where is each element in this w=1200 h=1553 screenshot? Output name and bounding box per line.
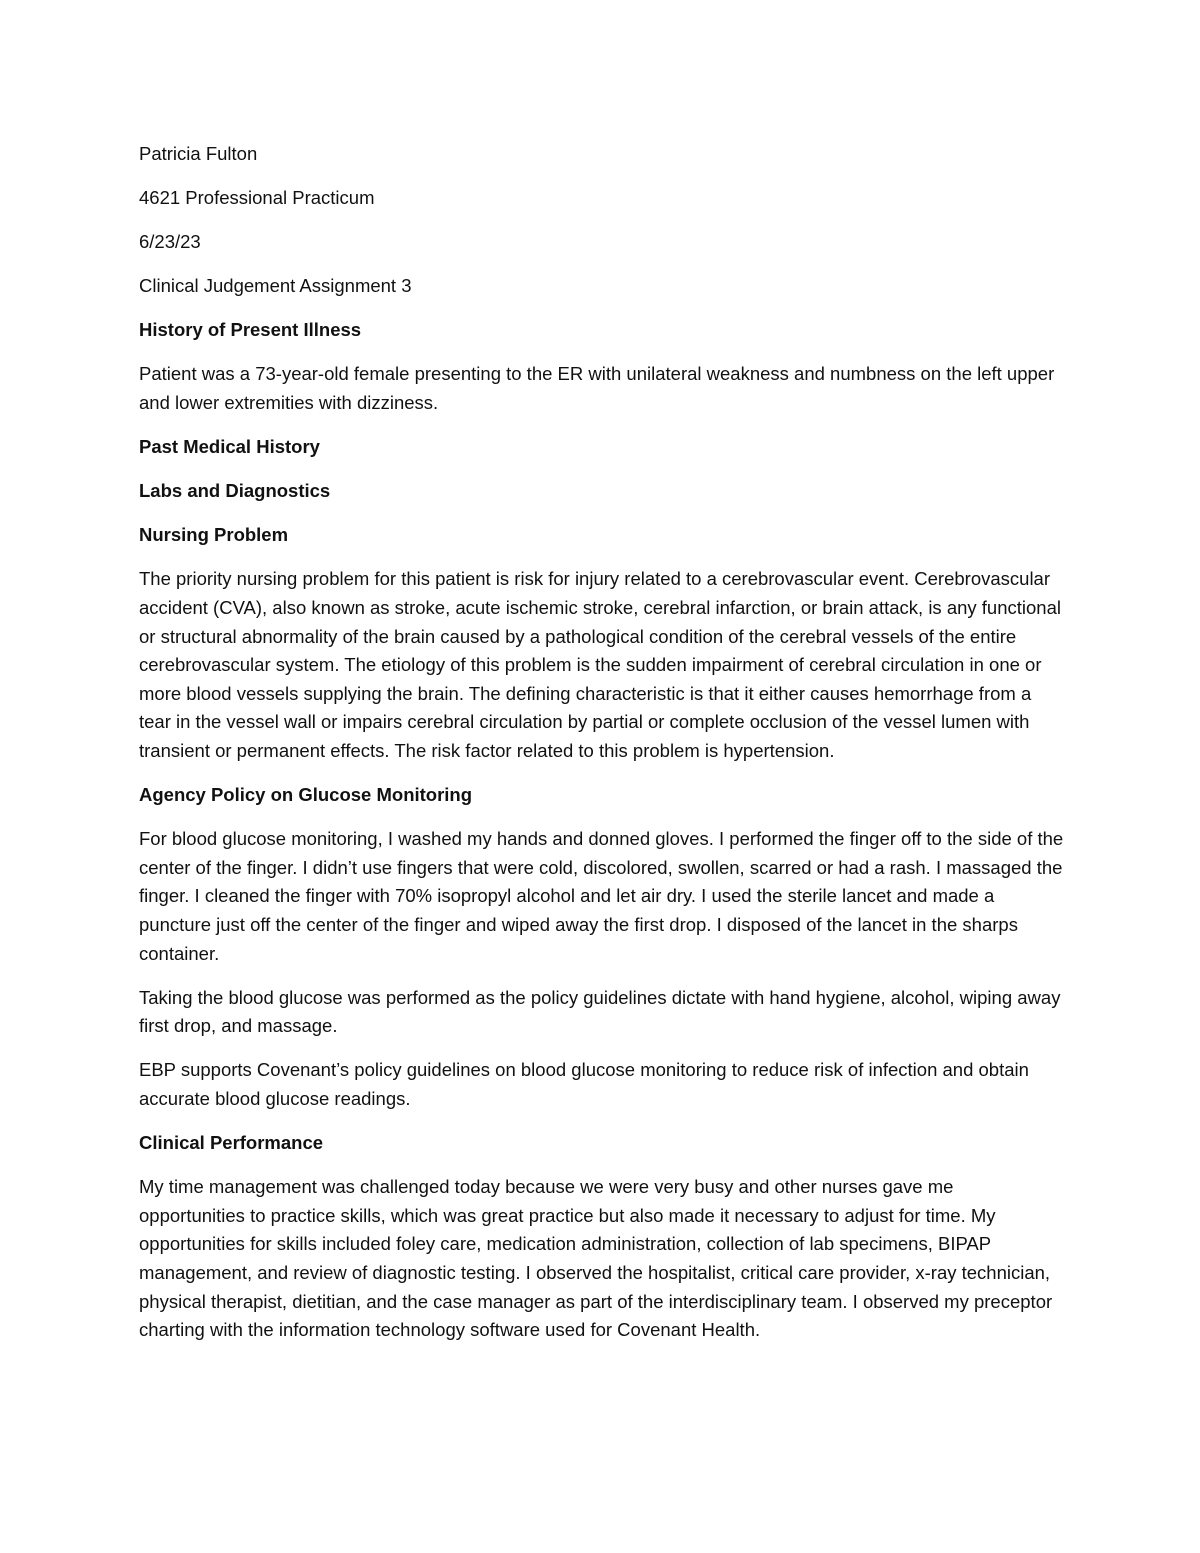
course-name: 4621 Professional Practicum (139, 187, 375, 209)
document-date: 6/23/23 (139, 231, 201, 253)
agency-policy-paragraph: For blood glucose monitoring, I washed my hands and donned gloves. I performed the finger off to the side of the center of the finger. I didn’t use fingers that were cold, discolored, swollen, scarred or had a rash. I massaged the finger. I cleaned the finger with 70% isopropyl alcohol and let air dry. I used the sterile lancet and made a puncture just off the center of the finger and wiped away the first drop. I disposed of the lancet in the sharps container. (139, 828, 1064, 964)
document-body (139, 140, 1064, 1360)
clinical-performance-heading: Clinical Performance (139, 1132, 324, 1154)
agency-policy-heading: Agency Policy on Glucose Monitoring (139, 784, 473, 806)
labs-heading: Labs and Diagnostics (139, 480, 331, 502)
author-name: Patricia Fulton (139, 143, 258, 164)
hpi-heading: History of Present Illness (139, 319, 362, 341)
agency-policy-paragraph: Taking the blood glucose was performed as the policy guidelines dictate with hand hygiene, alcohol, wiping away first drop, and massage. (139, 986, 1061, 1037)
assignment-title: Clinical Judgement Assignment 3 (139, 275, 412, 297)
nursing-problem-text: The priority nursing problem for this patient is risk for injury related to a cerebrovascular event. Cerebrovascular accident (CVA), also known as stroke, acute ischemic stroke, cerebral infarction, or brain attack, is any functional or structural abnormality of the brain caused by a pathological condition of the cerebral vessels of the entire cerebrovascular system. The etiology of this problem is the sudden impairment of cerebral circulation in one or more blood vessels supplying the brain. The defining characteristic is that it either causes hemorrhage from a tear in the vessel wall or impairs cerebral circulation by partial or complete occlusion of the vessel lumen with transient or permanent effects. The risk factor related to this problem is hypertension. (139, 568, 1061, 761)
hpi-text: Patient was a 73-year-old female presenting to the ER with unilateral weakness and numbness on the left upper and lower extremities with dizziness. (139, 363, 1055, 414)
clinical-performance-text: My time management was challenged today because we were very busy and other nurses gave me opportunities to practice skills, which was great practice but also made it necessary to adjust for time. My opportunities for skills included foley care, medication administration, collection of lab specimens, BIPAP management, and review of diagnostic testing. I observed the hospitalist, critical care provider, x-ray technician, physical therapist, dietitian, and the case manager as part of the interdisciplinary team. I observed my preceptor charting with the information technology software used for Covenant Health. (139, 1176, 1053, 1341)
nursing-problem-heading: Nursing Problem (139, 524, 289, 546)
agency-policy-paragraph: EBP supports Covenant’s policy guidelines on blood glucose monitoring to reduce risk of infection and obtain accurate blood glucose readings. (139, 1059, 1029, 1109)
pmh-heading: Past Medical History (139, 436, 320, 458)
